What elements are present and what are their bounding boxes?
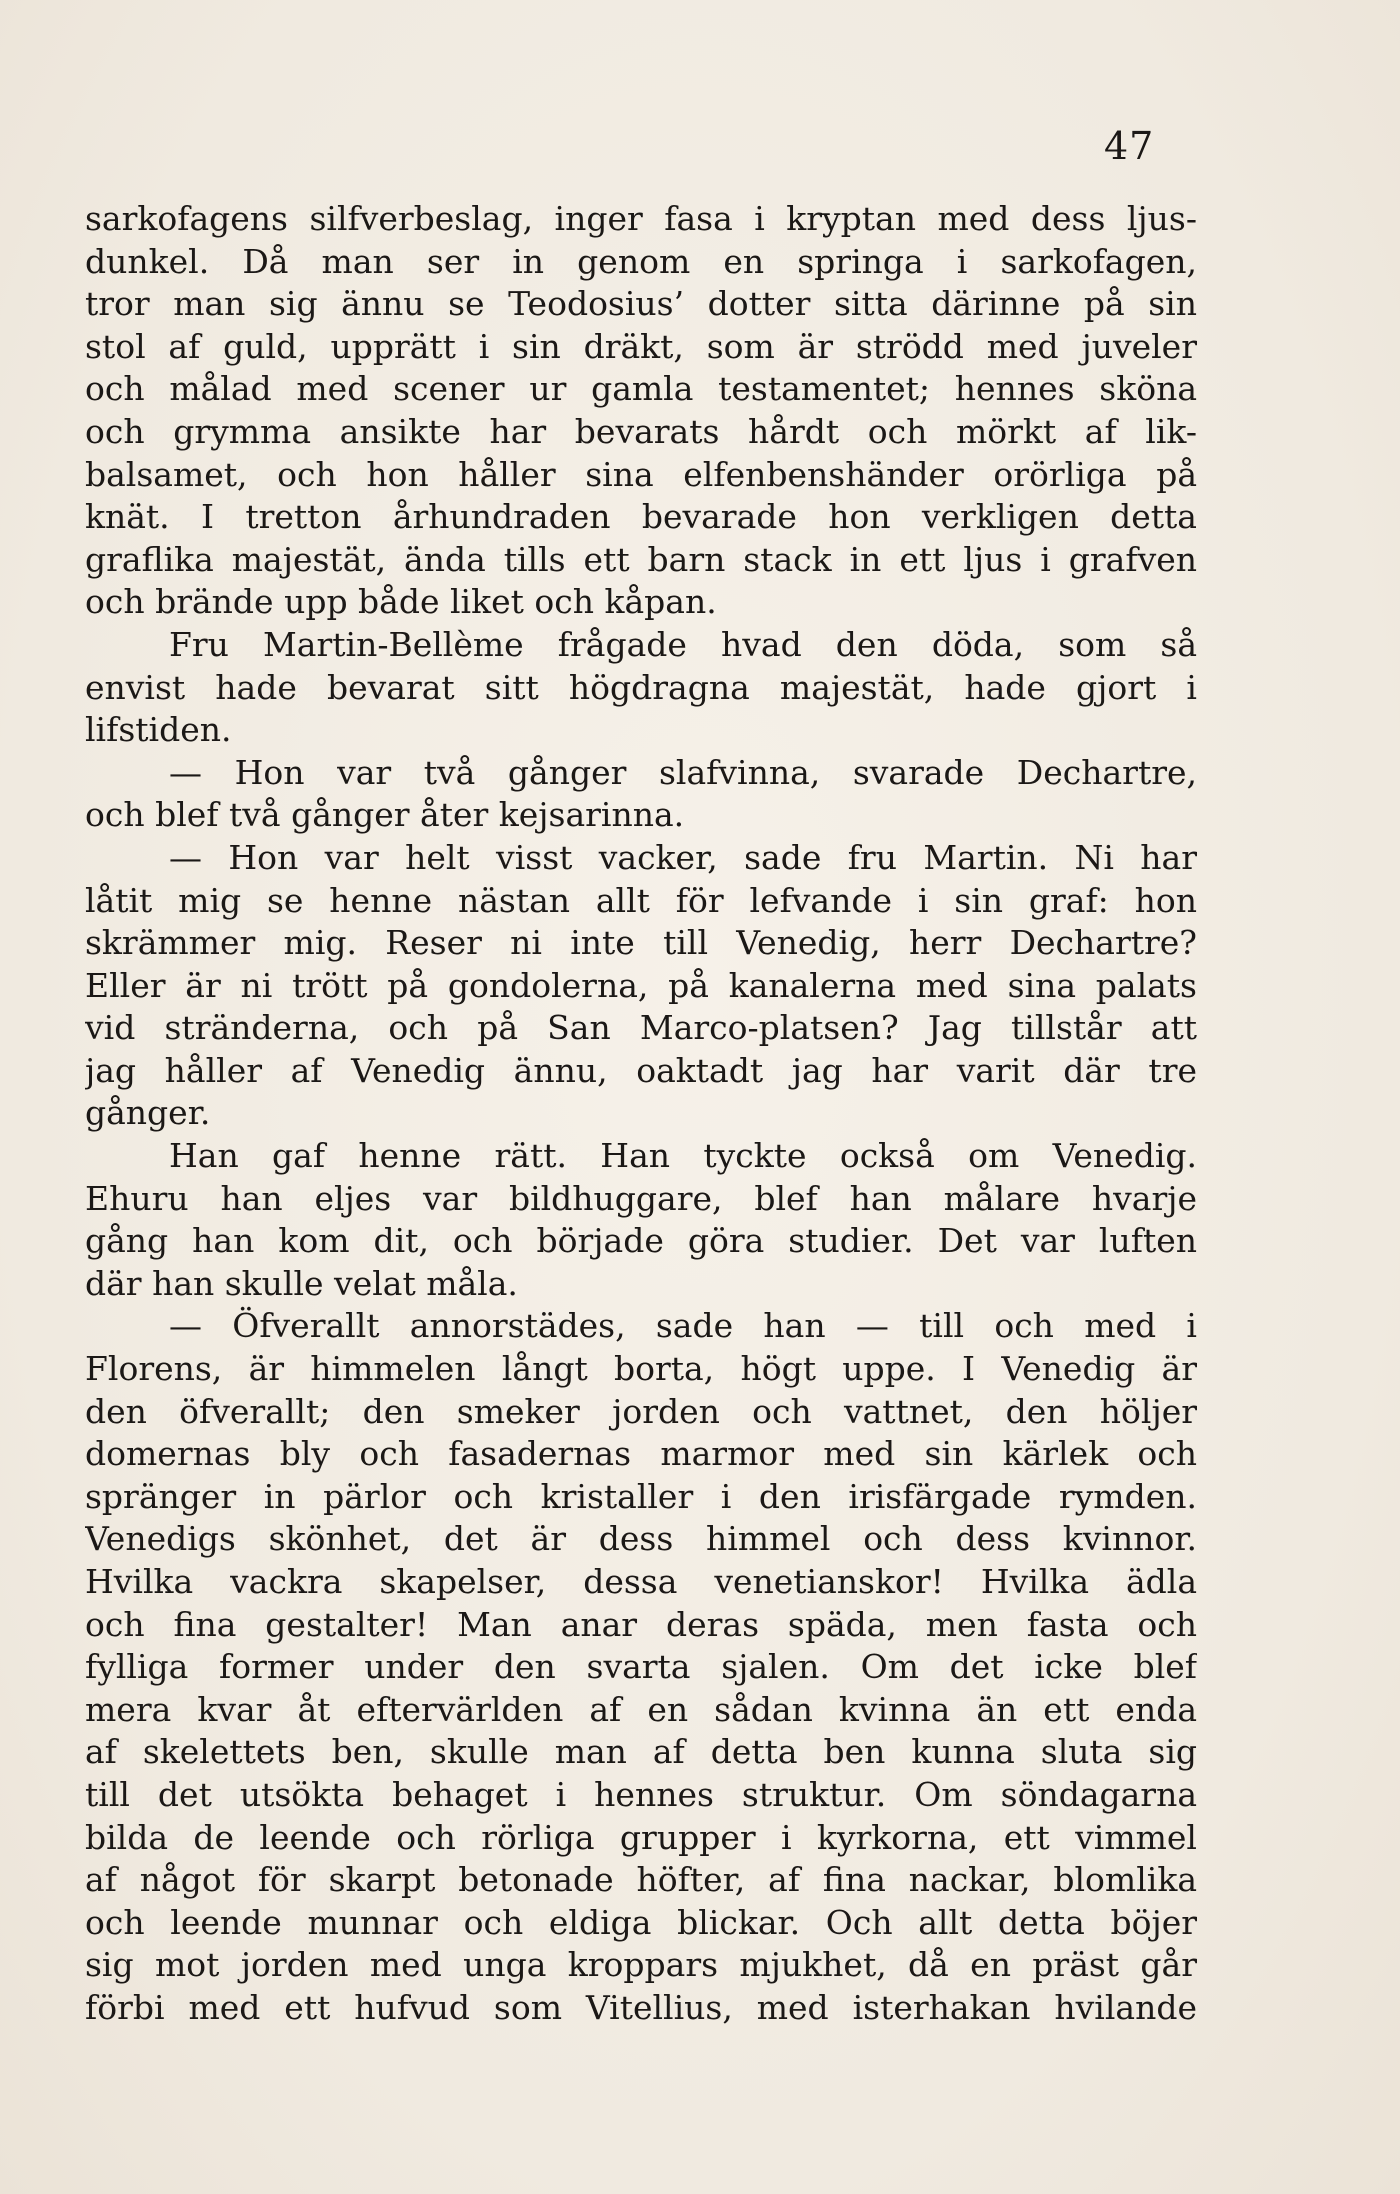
text-line: Venedigs skönhet, det är dess himmel och dess kvinnor. — [85, 1519, 1197, 1559]
text-line: stol af guld, upprätt i sin dräkt, som är strödd med juveler — [85, 326, 1197, 366]
text-line: envist hade bevarat sitt högdragna majestät, hade gjort i — [85, 667, 1197, 707]
text-line: vid stränderna, och på San Marco-platsen? Jag tillstår att — [85, 1008, 1197, 1048]
text-line: Hvilka vackra skapelser, dessa venetianskor! Hvilka ädla — [85, 1562, 1197, 1601]
text-line: graflika majestät, ända tills ett barn stack in ett ljus i grafven — [85, 539, 1197, 579]
text-line: gånger. — [85, 1093, 211, 1133]
text-line: knät. I tretton århundraden bevarade hon verkligen detta — [85, 497, 1197, 537]
text-line: balsamet, och hon håller sina elfenbenshänder orörliga på — [85, 454, 1197, 494]
text-line: af något för skarpt betonade höfter, af fina nackar, blomlika — [85, 1860, 1197, 1900]
text-line: Fru Martin-Bellème frågade hvad den döda, som så — [169, 624, 1197, 664]
text-line: Eller är ni trött på gondolerna, på kanalerna med sina palats — [85, 965, 1197, 1005]
text-line: sig mot jorden med unga kroppars mjukhet, då en präst går — [85, 1945, 1197, 1985]
text-line: gång han kom dit, och började göra studier. Det var luften — [85, 1221, 1197, 1261]
text-line: — Hon var två gånger slafvinna, svarade Dechartre, — [169, 752, 1197, 792]
text-line: tror man sig ännu se Teodosius’ dotter sitta därinne på sin — [85, 284, 1197, 324]
text-line: Ehuru han eljes var bildhuggare, blef han målare hvarje — [85, 1178, 1197, 1218]
text-line: och leende munnar och eldiga blickar. Och allt detta böjer — [85, 1902, 1197, 1942]
text-line: där han skulle velat måla. — [85, 1263, 518, 1303]
text-line: lifstiden. — [85, 710, 232, 750]
text-line: sarkofagens silfverbeslag, inger fasa i kryptan med dess ljus- — [85, 199, 1197, 238]
text-line: låtit mig se henne nästan allt för lefvande i sin graf: hon — [85, 880, 1197, 920]
text-line: domernas bly och fasadernas marmor med sin kärlek och — [85, 1434, 1197, 1474]
text-line: mera kvar åt eftervärlden af en sådan kvinna än ett enda — [85, 1689, 1197, 1729]
text-line: till det utsökta behaget i hennes struktur. Om söndagarna — [85, 1774, 1197, 1814]
text-line: bilda de leende och rörliga grupper i kyrkorna, ett vimmel — [85, 1817, 1197, 1857]
text-line: spränger in pärlor och kristaller i den irisfärgade rymden. — [85, 1476, 1197, 1516]
text-line: och målad med scener ur gamla testamentet; hennes sköna — [85, 369, 1197, 409]
text-line: dunkel. Då man ser in genom en springa i sarkofagen, — [85, 241, 1197, 281]
text-line: förbi med ett hufvud som Vitellius, med isterhakan hvilande — [85, 1987, 1197, 2027]
text-line: och blef två gånger åter kejsarinna. — [85, 795, 685, 835]
text-line: fylliga former under den svarta sjalen. Om det icke blef — [85, 1647, 1197, 1687]
page-number: 47 — [1104, 124, 1155, 168]
text-line: jag håller af Venedig ännu, oaktadt jag har varit där tre — [85, 1050, 1197, 1090]
text-line: och grymma ansikte har bevarats hårdt och mörkt af lik- — [85, 411, 1197, 451]
body-text — [85, 198, 1197, 2030]
text-line: af skelettets ben, skulle man af detta ben kunna sluta sig — [85, 1732, 1197, 1772]
text-line: skrämmer mig. Reser ni inte till Venedig, herr Dechartre? — [85, 923, 1197, 963]
text-line: Han gaf henne rätt. Han tyckte också om Venedig. — [169, 1136, 1197, 1176]
text-line: Florens, är himmelen långt borta, högt uppe. I Venedig är — [85, 1349, 1197, 1389]
text-line: — Öfverallt annorstädes, sade han — till och med i — [169, 1306, 1197, 1346]
text-line: och fina gestalter! Man anar deras späda, men fasta och — [85, 1604, 1197, 1644]
text-line: den öfverallt; den smeker jorden och vattnet, den höljer — [85, 1391, 1197, 1431]
text-line: och brände upp både liket och kåpan. — [85, 582, 717, 622]
text-line: — Hon var helt visst vacker, sade fru Martin. Ni har — [169, 837, 1197, 877]
